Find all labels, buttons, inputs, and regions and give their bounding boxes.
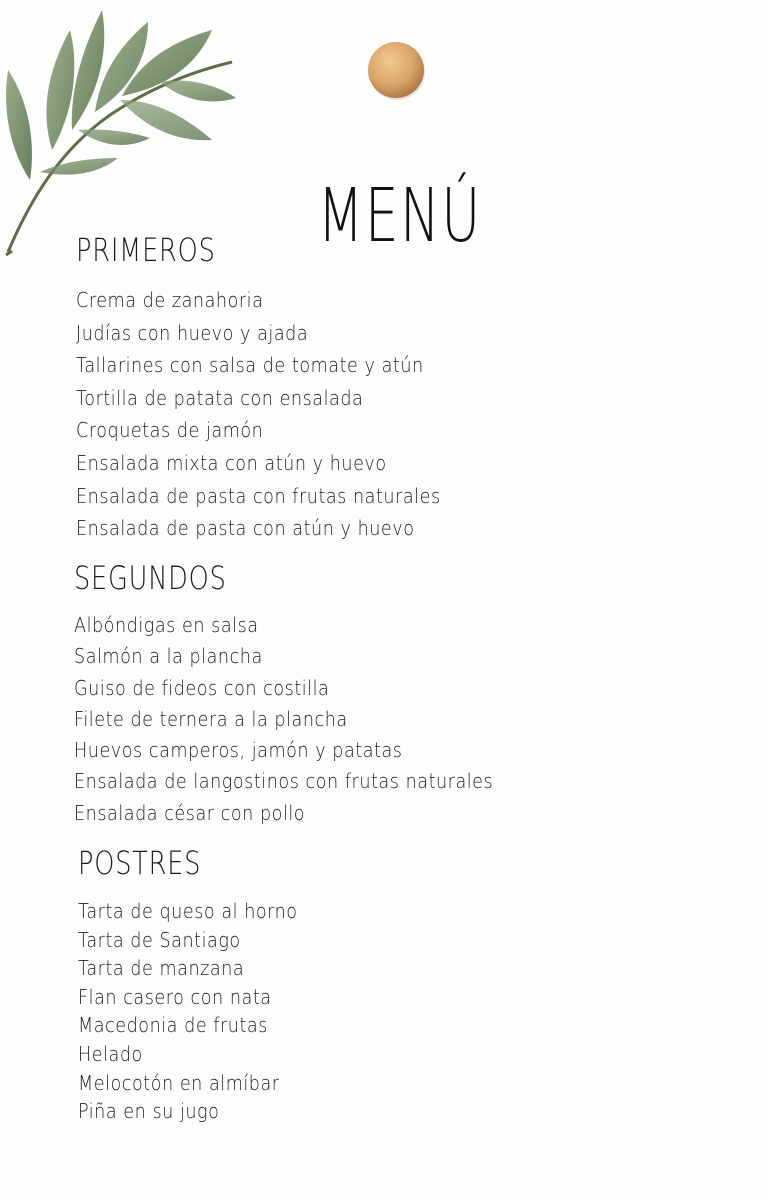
menu-item: Filete de ternera a la plancha [74,706,348,731]
menu-item: Helado [78,1041,143,1066]
section-heading-postres: POSTRES [78,844,202,882]
menu-item: Tallarines con salsa de tomate y atún [76,353,424,378]
olive-branch-icon [0,0,250,265]
section-heading-primeros: PRIMEROS [76,231,216,269]
menu-item: Salmón a la plancha [74,644,263,669]
section-postres [78,843,328,1126]
menu-item: Ensalada mixta con atún y huevo [76,450,387,475]
menu-item: Flan casero con nata [78,984,272,1009]
menu-item: Ensalada césar con pollo [74,800,306,825]
section-primeros [76,230,490,545]
postres-list [78,897,328,1126]
menu-item: Ensalada de langostinos con frutas naturales [74,769,494,794]
gold-dot-icon [366,40,426,100]
menu-item: Ensalada de pasta con frutas naturales [76,483,441,508]
menu-item: Tarta de queso al horno [78,899,298,923]
menu-item: Piña en su jugo [78,1099,220,1124]
section-segundos [74,558,550,829]
menu-item: Ensalada de pasta con atún y huevo [76,516,415,541]
menu-item: Judías con huevo y ajada [76,320,309,345]
primeros-list [76,284,490,545]
menu-item: Melocotón en almíbar [78,1070,280,1095]
menu-item: Tortilla de patata con ensalada [76,385,364,410]
menu-item: Tarta de manzana [78,956,245,981]
menu-item: Crema de zanahoria [76,288,264,312]
menu-item: Guiso de fideos con costilla [74,675,330,700]
menu-item: Tarta de Santiago [78,927,241,952]
menu-item: Croquetas de jamón [76,418,264,443]
menu-item: Macedonia de frutas [78,1013,268,1038]
menu-item: Albóndigas en salsa [74,613,259,637]
segundos-list [74,610,550,829]
page-title: MENÚ [317,172,482,259]
section-heading-segundos: SEGUNDOS [74,559,227,597]
menu-item: Huevos camperos, jamón y patatas [74,738,403,763]
